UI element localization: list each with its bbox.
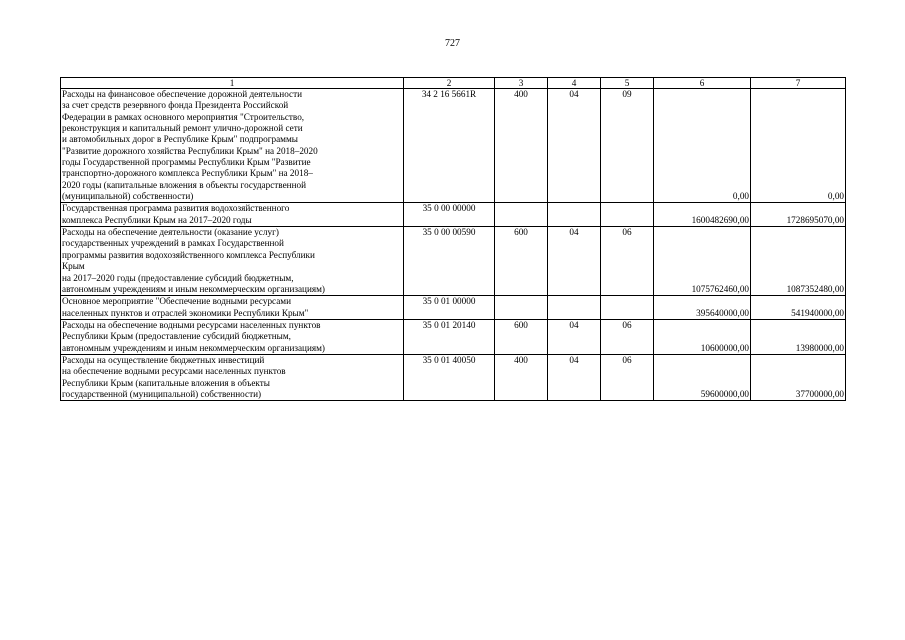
row-subsection: 06 bbox=[601, 319, 654, 354]
table-row bbox=[61, 203, 846, 227]
row-amount-col7: 1728695070,00 bbox=[751, 203, 846, 227]
row-code: 35 0 01 20140 bbox=[404, 319, 495, 354]
row-subsection bbox=[601, 203, 654, 227]
row-amount-col7: 1087352480,00 bbox=[751, 227, 846, 296]
row-subsection: 06 bbox=[601, 354, 654, 400]
row-code: 34 2 16 5661R bbox=[404, 89, 495, 203]
row-expense-type: 600 bbox=[495, 227, 548, 296]
row-amount-col6: 10600000,00 bbox=[654, 319, 751, 354]
row-amount-col7: 0,00 bbox=[751, 89, 846, 203]
row-section: 04 bbox=[548, 89, 601, 203]
row-section bbox=[548, 203, 601, 227]
table-row bbox=[61, 89, 846, 203]
row-code: 35 0 01 00000 bbox=[404, 296, 495, 320]
row-expense-type: 400 bbox=[495, 354, 548, 400]
row-section: 04 bbox=[548, 319, 601, 354]
row-description: Государственная программа развития водохозяйственного комплекса Республики Крым на 2017–2020 годы bbox=[61, 203, 404, 227]
row-amount-col6: 395640000,00 bbox=[654, 296, 751, 320]
budget-table bbox=[60, 77, 846, 401]
row-section bbox=[548, 296, 601, 320]
row-amount-col7: 37700000,00 bbox=[751, 354, 846, 400]
table-row bbox=[61, 354, 846, 400]
row-expense-type: 600 bbox=[495, 319, 548, 354]
page-number: 727 bbox=[445, 38, 460, 49]
row-expense-type bbox=[495, 203, 548, 227]
row-subsection: 06 bbox=[601, 227, 654, 296]
table-row bbox=[61, 296, 846, 320]
row-subsection bbox=[601, 296, 654, 320]
row-amount-col6: 0,00 bbox=[654, 89, 751, 203]
column-header: 2 bbox=[404, 78, 495, 89]
table-row bbox=[61, 319, 846, 354]
column-header: 1 bbox=[61, 78, 404, 89]
row-amount-col6: 59600000,00 bbox=[654, 354, 751, 400]
row-amount-col6: 1075762460,00 bbox=[654, 227, 751, 296]
row-code: 35 0 00 00000 bbox=[404, 203, 495, 227]
column-number-row bbox=[61, 78, 846, 89]
row-subsection: 09 bbox=[601, 89, 654, 203]
row-section: 04 bbox=[548, 354, 601, 400]
row-description: Расходы на обеспечение деятельности (оказание услуг) государственных учреждений в рамках Государственной программы развития водохозяйственного комплекса Республики Крым на 2017–2020 годы (предоставление субсидий бюджетным, автономным учреждениям и иным некоммерческим организациям) bbox=[61, 227, 404, 296]
row-section: 04 bbox=[548, 227, 601, 296]
row-amount-col7: 13980000,00 bbox=[751, 319, 846, 354]
column-header: 3 bbox=[495, 78, 548, 89]
row-description: Основное мероприятие "Обеспечение водными ресурсами населенных пунктов и отраслей экономики Республики Крым" bbox=[61, 296, 404, 320]
row-expense-type: 400 bbox=[495, 89, 548, 203]
row-amount-col6: 1600482690,00 bbox=[654, 203, 751, 227]
row-description: Расходы на осуществление бюджетных инвестиций на обеспечение водными ресурсами населенных пунктов Республики Крым (капитальные вложения в объекты государственной (муниципальной) собственности) bbox=[61, 354, 404, 400]
table-row bbox=[61, 227, 846, 296]
row-description: Расходы на обеспечение водными ресурсами населенных пунктов Республики Крым (предоставление субсидий бюджетным, автономным учреждениям и иным некоммерческим организациям) bbox=[61, 319, 404, 354]
row-code: 35 0 00 00590 bbox=[404, 227, 495, 296]
column-header: 6 bbox=[654, 78, 751, 89]
row-amount-col7: 541940000,00 bbox=[751, 296, 846, 320]
row-expense-type bbox=[495, 296, 548, 320]
row-code: 35 0 01 40050 bbox=[404, 354, 495, 400]
column-header: 5 bbox=[601, 78, 654, 89]
column-header: 4 bbox=[548, 78, 601, 89]
column-header: 7 bbox=[751, 78, 846, 89]
row-description: Расходы на финансовое обеспечение дорожной деятельности за счет средств резервного фонда Президента Российской Федерации в рамках основного мероприятия "Строительство, реконструкция и капитальный ремонт улично-дорожной сети и автомобильных дорог в Республике Крым" подпрограммы "Развитие дорожного хозяйства Республики Крым" на 2018–2020 годы Государственной программы Республики Крым "Развитие транспортно-дорожного комплекса Республики Крым" на 2018– 2020 годы (капитальные вложения в объекты государственной (муниципальной) собственности) bbox=[61, 89, 404, 203]
